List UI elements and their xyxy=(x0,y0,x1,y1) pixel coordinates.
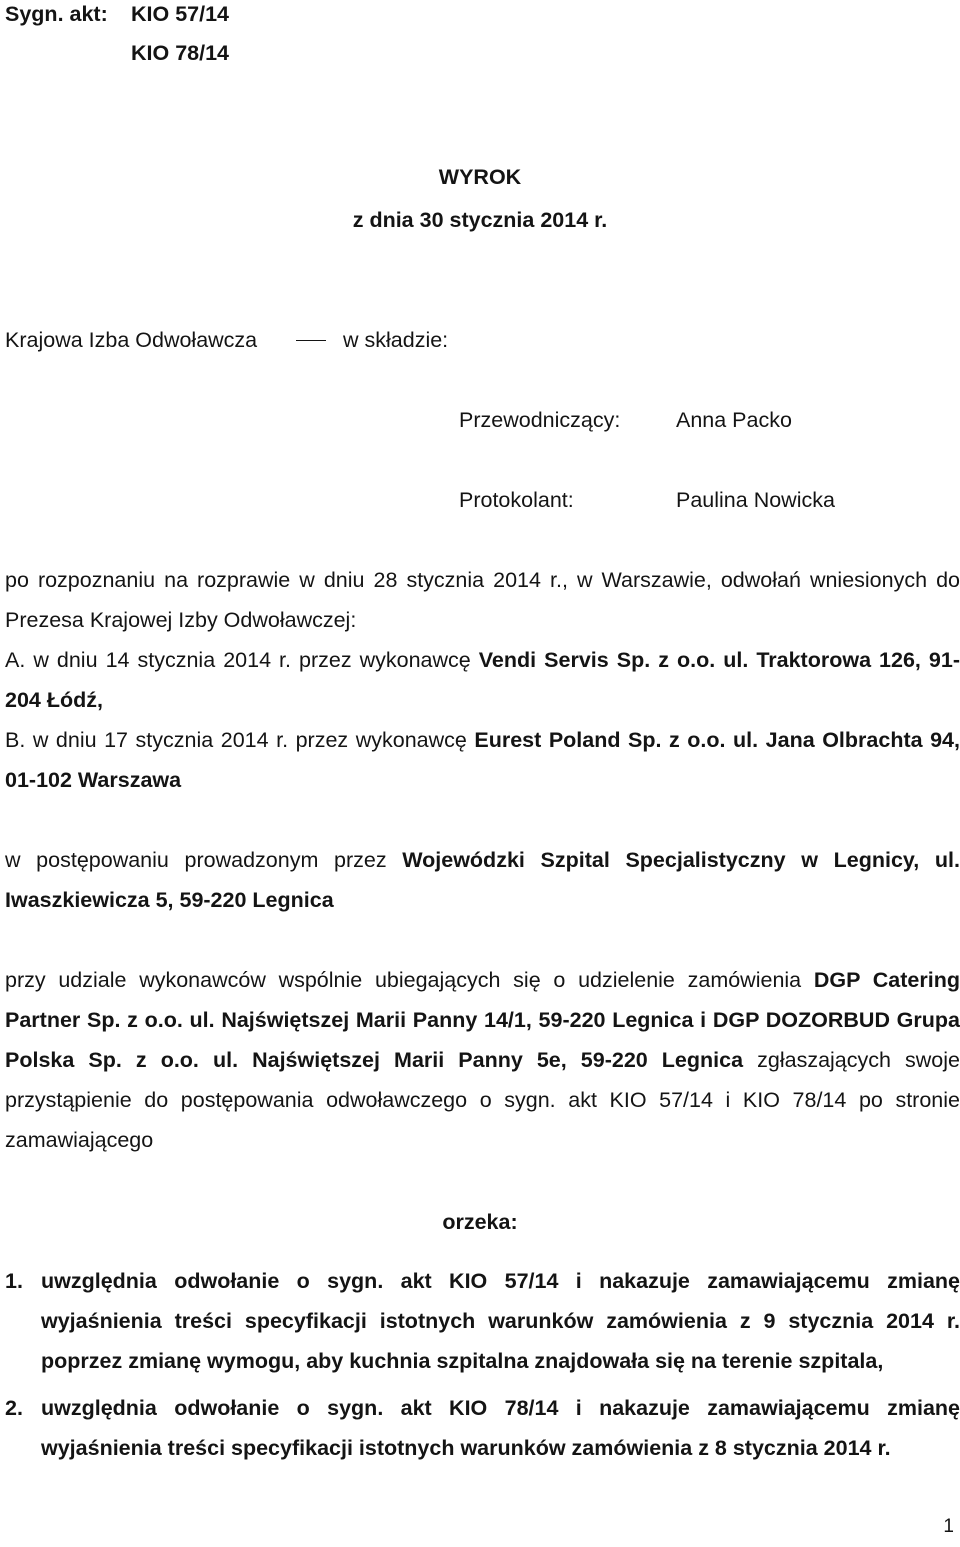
participants-parties: DGP Catering Partner Sp. z o.o. ul. Najświętszej Marii Panny 14/1, 59-220 Legnica i DGP DOZORBUD Grupa Polska Sp. z o.o. ul. Najświętszej Marii Panny 5e, 59-220 Legnica xyxy=(5,968,960,1072)
appeal-b-paragraph xyxy=(5,720,960,800)
participants-paragraph xyxy=(5,960,960,1160)
clerk-name: Paulina Nowicka xyxy=(676,488,835,512)
contracting-authority: Wojewódzki Szpital Specjalistyczny w Legnicy, ul. Iwaszkiewicza 5, 59-220 Legnica xyxy=(5,848,960,912)
dash-separator xyxy=(296,340,326,341)
case-signature-2: KIO 78/14 xyxy=(131,41,229,65)
chair-name: Anna Packo xyxy=(676,408,792,432)
participants-suffix: zgłaszających swoje przystąpienie do postępowania odwoławczego o sygn. akt KIO 57/14 i KIO 78/14 po stronie zamawiającego xyxy=(5,1048,960,1152)
document-title: WYROK xyxy=(438,165,522,189)
proceeding-prefix: w postępowaniu prowadzonym przez xyxy=(5,848,403,872)
appeal-a-prefix: A. w dniu 14 stycznia 2014 r. przez wykonawcę xyxy=(5,648,479,672)
clerk-label: Protokolant: xyxy=(459,488,574,512)
ruling-item-2-number: 2. xyxy=(5,1396,23,1420)
page-number: 1 xyxy=(943,1516,954,1537)
appeal-b-prefix: B. w dniu 17 stycznia 2014 r. przez wykonawcę xyxy=(5,728,475,752)
court-name: Krajowa Izba Odwoławcza xyxy=(5,328,258,352)
appeal-b-party: Eurest Poland Sp. z o.o. ul. Jana Olbrachta 94, 01-102 Warszawa xyxy=(5,728,960,792)
case-signature-1: KIO 57/14 xyxy=(131,2,229,26)
appeal-a-paragraph xyxy=(5,640,960,720)
intro-paragraph: po rozpoznaniu na rozprawie w dniu 28 stycznia 2014 r., w Warszawie, odwołań wniesionych do Prezesa Krajowej Izby Odwoławczej: xyxy=(5,568,960,632)
ruling-heading: orzeka: xyxy=(442,1210,518,1234)
document-date: z dnia 30 stycznia 2014 r. xyxy=(352,208,608,232)
composition-label: w składzie: xyxy=(343,328,449,352)
chair-label: Przewodniczący: xyxy=(459,408,621,432)
ruling-item-2-text: uwzględnia odwołanie o sygn. akt KIO 78/14 i nakazuje zamawiającemu zmianę wyjaśnienia treści specyfikacji istotnych warunków zamówienia z 8 stycznia 2014 r. xyxy=(41,1396,960,1460)
participants-prefix: przy udziale wykonawców wspólnie ubiegających się o udzielenie zamówienia xyxy=(5,968,814,992)
appeal-a-party: Vendi Servis Sp. z o.o. ul. Traktorowa 126, 91-204 Łódź, xyxy=(5,648,960,712)
proceeding-paragraph xyxy=(5,840,960,920)
ruling-item-1-number: 1. xyxy=(5,1269,23,1293)
case-signature-label: Sygn. akt: xyxy=(5,2,108,26)
ruling-item-1-text: uwzględnia odwołanie o sygn. akt KIO 57/14 i nakazuje zamawiającemu zmianę wyjaśnienia treści specyfikacji istotnych warunków zamówienia z 9 stycznia 2014 r. poprzez zmianę wymogu, aby kuchnia szpitalna znajdowała się na terenie szpitala, xyxy=(41,1269,960,1373)
